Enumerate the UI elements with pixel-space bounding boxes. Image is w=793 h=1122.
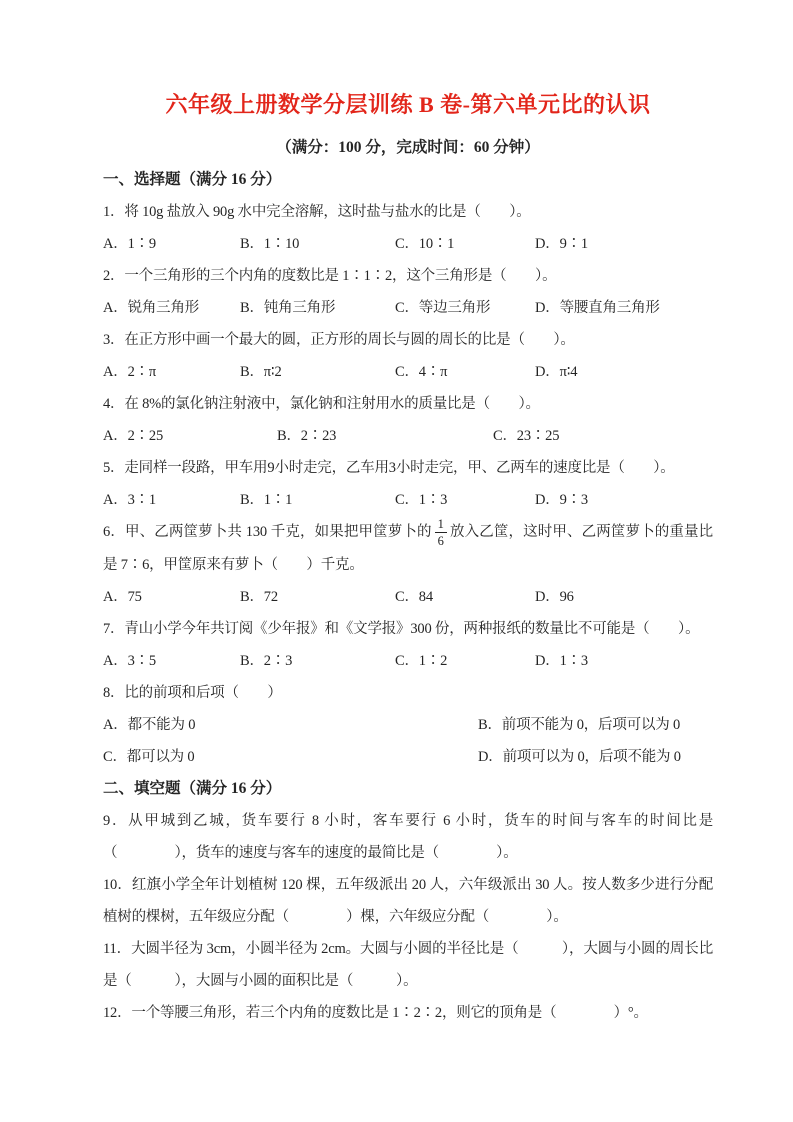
option-b: B．2∶23 [277, 428, 337, 444]
question-4-options [103, 420, 713, 452]
fraction-one-sixth [435, 517, 447, 549]
question-5-text: 5．走同样一段路，甲车用9小时走完，乙车用3小时走完，甲、乙两车的速度比是（ ）。 [103, 460, 675, 476]
section-heading-fill: 二、填空题（满分 16 分） [103, 779, 282, 797]
question-6-text-after: 放入乙筐，这时甲、乙两筐萝卜的重量比是 7∶6，甲筐原来有萝卜（ ）千克。 [103, 524, 713, 573]
question-8-text: 8．比的前项和后项（ ） [103, 684, 282, 701]
question-5-options [103, 484, 713, 516]
fraction-denominator: 6 [437, 534, 444, 549]
option-d: D．1∶3 [535, 652, 588, 669]
option-d: D．96 [535, 588, 574, 605]
option-a: A．都不能为 0 [103, 716, 196, 733]
option-a: A．2∶25 [103, 428, 164, 444]
fraction-numerator: 1 [435, 517, 447, 533]
question-3-text: 3．在正方形中画一个最大的圆，正方形的周长与圆的周长的比是（ ）。 [103, 332, 575, 348]
option-d: D．π∶4 [535, 364, 578, 380]
option-b: B．2∶3 [240, 652, 293, 669]
option-a: A．1∶9 [103, 236, 156, 252]
question-12-text: 12．一个等腰三角形，若三个内角的度数比是 1∶2∶2，则它的顶角是（ ）°。 [103, 1004, 648, 1021]
question-2-options [103, 292, 713, 324]
question-6-text-before: 6．甲、乙两筐萝卜共 130 千克，如果把甲筐萝卜的 [103, 524, 432, 540]
option-c: C．84 [395, 588, 433, 605]
option-c: C．等边三角形 [395, 300, 491, 316]
option-b: B．1∶1 [240, 492, 293, 508]
option-b: B．前项不能为 0，后项可以为 0 [478, 716, 681, 733]
option-c: C．都可以为 0 [103, 748, 195, 765]
option-a: A．3∶1 [103, 492, 156, 508]
option-a: A．锐角三角形 [103, 300, 200, 316]
question-6-text [103, 516, 713, 581]
option-c: C．10∶1 [395, 236, 455, 252]
exam-meta: （满分：100 分，完成时间：60 分钟） [276, 139, 540, 156]
option-d: D．9∶3 [535, 492, 588, 508]
option-c: C．4∶π [395, 364, 448, 380]
section-heading-choice: 一、选择题（满分 16 分） [103, 171, 282, 188]
question-11-text: 11．大圆半径为 3cm，小圆半径为 2cm。大圆与小圆的半径比是（ ），大圆与小圆的周长比是（ ），大圆与小圆的面积比是（ ）。 [103, 940, 713, 989]
option-c: C．23∶25 [493, 428, 560, 444]
option-b: B．π∶2 [240, 364, 282, 380]
question-2-text: 2．一个三角形的三个内角的度数比是 1∶1∶2，这个三角形是（ ）。 [103, 268, 557, 284]
option-a: A．2∶π [103, 364, 157, 380]
option-d: D．等腰直角三角形 [535, 300, 660, 316]
question-8-options [103, 709, 713, 773]
question-7-text: 7．青山小学今年共订阅《少年报》和《文学报》300 份，两种报纸的数量比不可能是（ ）。 [103, 620, 700, 637]
question-3-options [103, 356, 713, 388]
option-d: D．前项可以为 0，后项不能为 0 [478, 748, 681, 765]
page-title: 六年级上册数学分层训练 B 卷-第六单元比的认识 [165, 92, 651, 117]
option-a: A．75 [103, 588, 142, 605]
question-7-options [103, 645, 713, 677]
option-d: D．9∶1 [535, 236, 588, 252]
question-6-options [103, 581, 713, 613]
question-1-options [103, 228, 713, 260]
option-b: B．72 [240, 588, 278, 605]
option-a: A．3∶5 [103, 652, 156, 669]
option-c: C．1∶3 [395, 492, 448, 508]
option-c: C．1∶2 [395, 652, 448, 669]
question-4-text: 4．在 8%的氯化钠注射液中，氯化钠和注射用水的质量比是（ ）。 [103, 396, 540, 412]
question-9-text: 9．从甲城到乙城，货车要行 8 小时，客车要行 6 小时，货车的时间与客车的时间比是（ ），货车的速度与客车的速度的最简比是（ ）。 [103, 812, 713, 861]
option-b: B．钝角三角形 [240, 300, 336, 316]
question-1-text: 1．将 10g 盐放入 90g 水中完全溶解，这时盐与盐水的比是（ ）。 [103, 204, 531, 220]
question-10-text: 10．红旗小学全年计划植树 120 棵，五年级派出 20 人，六年级派出 30 人。按人数多少进行分配植树的棵树，五年级应分配（ ）棵，六年级应分配（ ）。 [103, 876, 713, 925]
option-b: B．1∶10 [240, 236, 300, 252]
